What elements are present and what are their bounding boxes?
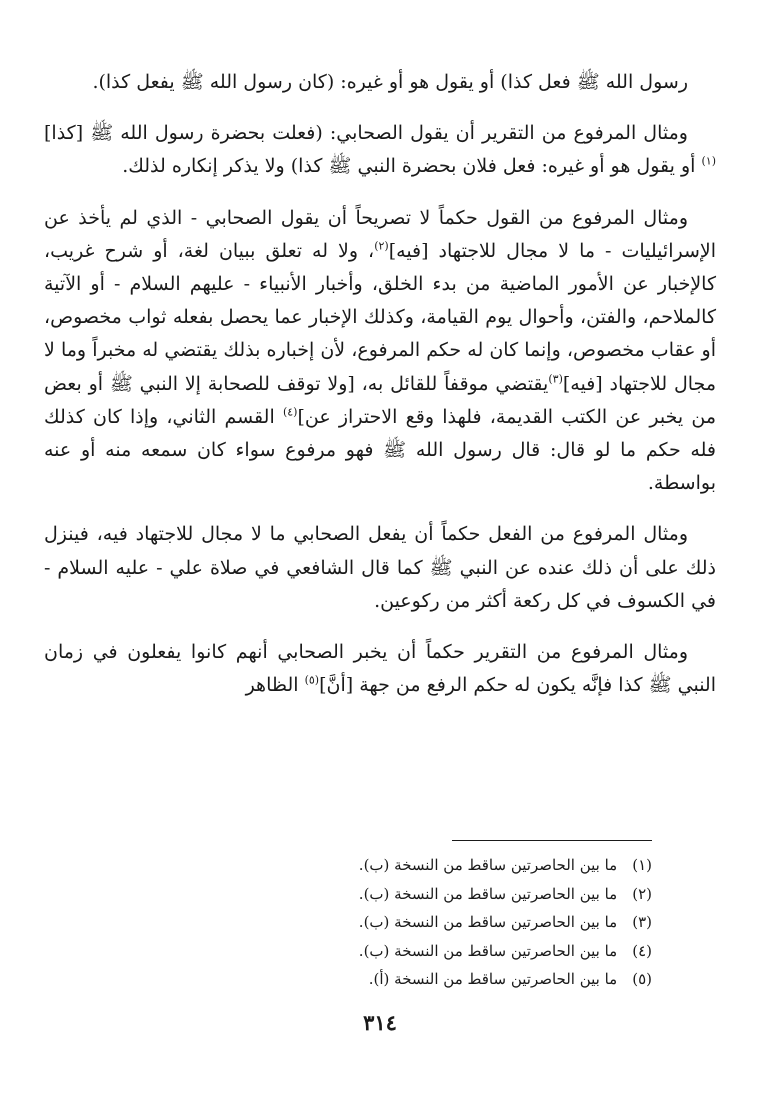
text-run: ومثال المرفوع من التقرير أن يقول الصحابي: (فعلت بحضرة رسول الله ﷺ [كذا] bbox=[44, 122, 688, 145]
paragraph-p4 bbox=[44, 518, 716, 618]
footnote-text: ما بين الحاصرتين ساقط من النسخة (ب). bbox=[358, 941, 618, 960]
footnote-item bbox=[152, 880, 652, 909]
text-run: الظاهر bbox=[245, 674, 305, 697]
footnote-number: (٣) bbox=[632, 913, 652, 931]
paragraph-p1 bbox=[44, 66, 716, 99]
text-run: يقتضي موقفاً للقائل به، [ولا توقف للصحابة إلا النبي ﷺ أو بعض من يخبر عن الكتب القديمة، فلهذا وقع الاحتراز عن] bbox=[44, 372, 717, 428]
footnote-text: ما بين الحاصرتين ساقط من النسخة (ب). bbox=[358, 884, 618, 903]
text-run: ومثال المرفوع من القول حكماً لا تصريحاً أن يقول الصحابي - الذي لم يأخذ عن الإسرائيليات - ما لا مجال للاجتهاد [فيه] bbox=[44, 206, 717, 262]
footnote-item bbox=[152, 965, 652, 994]
footnote-number: (٤) bbox=[632, 941, 652, 960]
footnote-item bbox=[152, 908, 652, 937]
paragraph-p5 bbox=[44, 636, 716, 702]
main-text bbox=[44, 66, 716, 720]
paragraph-p3 bbox=[44, 202, 716, 501]
text-run: ومثال المرفوع من الفعل حكماً أن يفعل الصحابي ما لا مجال للاجتهاد فيه، فينزل ذلك على أن ذلك عنده عن النبي ﷺ كما قال الشافعي في صلاة علي - عليه السلام - في الكسوف في كل ركعة أكثر من ركوعين. bbox=[44, 523, 716, 612]
text-run: القسم الثاني، وإذا كان كذلك فله حكم ما لو قال: قال رسول الله ﷺ فهو مرفوع سواء كان سمعه منه أو عنه بواسطة. bbox=[44, 405, 716, 495]
page-number: ٣١٤ bbox=[363, 1010, 397, 1035]
footnote-marker: (١) bbox=[701, 155, 716, 169]
footnote-marker: (٥) bbox=[304, 673, 320, 687]
footnote-number: (٥) bbox=[632, 970, 652, 988]
text-run: أو يقول هو أو غيره: فعل فلان بحضرة النبي ﷺ كذا) ولا يذكر إنكاره لذلك. bbox=[122, 155, 702, 178]
footnote-number: (٢) bbox=[632, 884, 652, 903]
footnote-marker: (٤) bbox=[282, 405, 298, 419]
footnote-marker: (٢) bbox=[374, 239, 389, 253]
paragraph-p2 bbox=[44, 117, 716, 183]
footnote-text: ما بين الحاصرتين ساقط من النسخة (أ). bbox=[368, 970, 618, 988]
footnote-separator bbox=[452, 840, 652, 841]
footnotes bbox=[152, 851, 652, 994]
footnote-text: ما بين الحاصرتين ساقط من النسخة (ب). bbox=[358, 856, 618, 874]
footnote-item bbox=[152, 851, 652, 880]
footnote-marker: (٣) bbox=[548, 372, 563, 386]
text-run: ، ولا له تعلق ببيان لغة، أو شرح غريب، كالإخبار عن الأمور الماضية من بدء الخلق، وأخبار الأنبياء - عليهم السلام - أو الآتية كالملاحم، والفتن، وأحوال يوم القيامة، وكذلك الإخبار عما يحصل بفعله ثواب مخصوص، أو عقاب مخصوص، وإنما كان له حكم المرفوع، لأن إخباره بذلك يقتضي له مخبراً وما لا مجال للاجتهاد [فيه] bbox=[44, 239, 717, 395]
footnote-number: (١) bbox=[632, 856, 652, 874]
text-run: رسول الله ﷺ فعل كذا) أو يقول هو أو غيره: (كان رسول الله ﷺ يفعل كذا). bbox=[92, 71, 688, 93]
footnote-text: ما بين الحاصرتين ساقط من النسخة (ب). bbox=[358, 913, 618, 931]
footnote-item bbox=[152, 937, 652, 966]
text-run: ومثال المرفوع من التقرير حكماً أن يخبر الصحابي أنهم كانوا يفعلون في زمان النبي ﷺ كذا فإنَّه يكون له حكم الرفع من جهة [أنَّ] bbox=[44, 641, 716, 697]
